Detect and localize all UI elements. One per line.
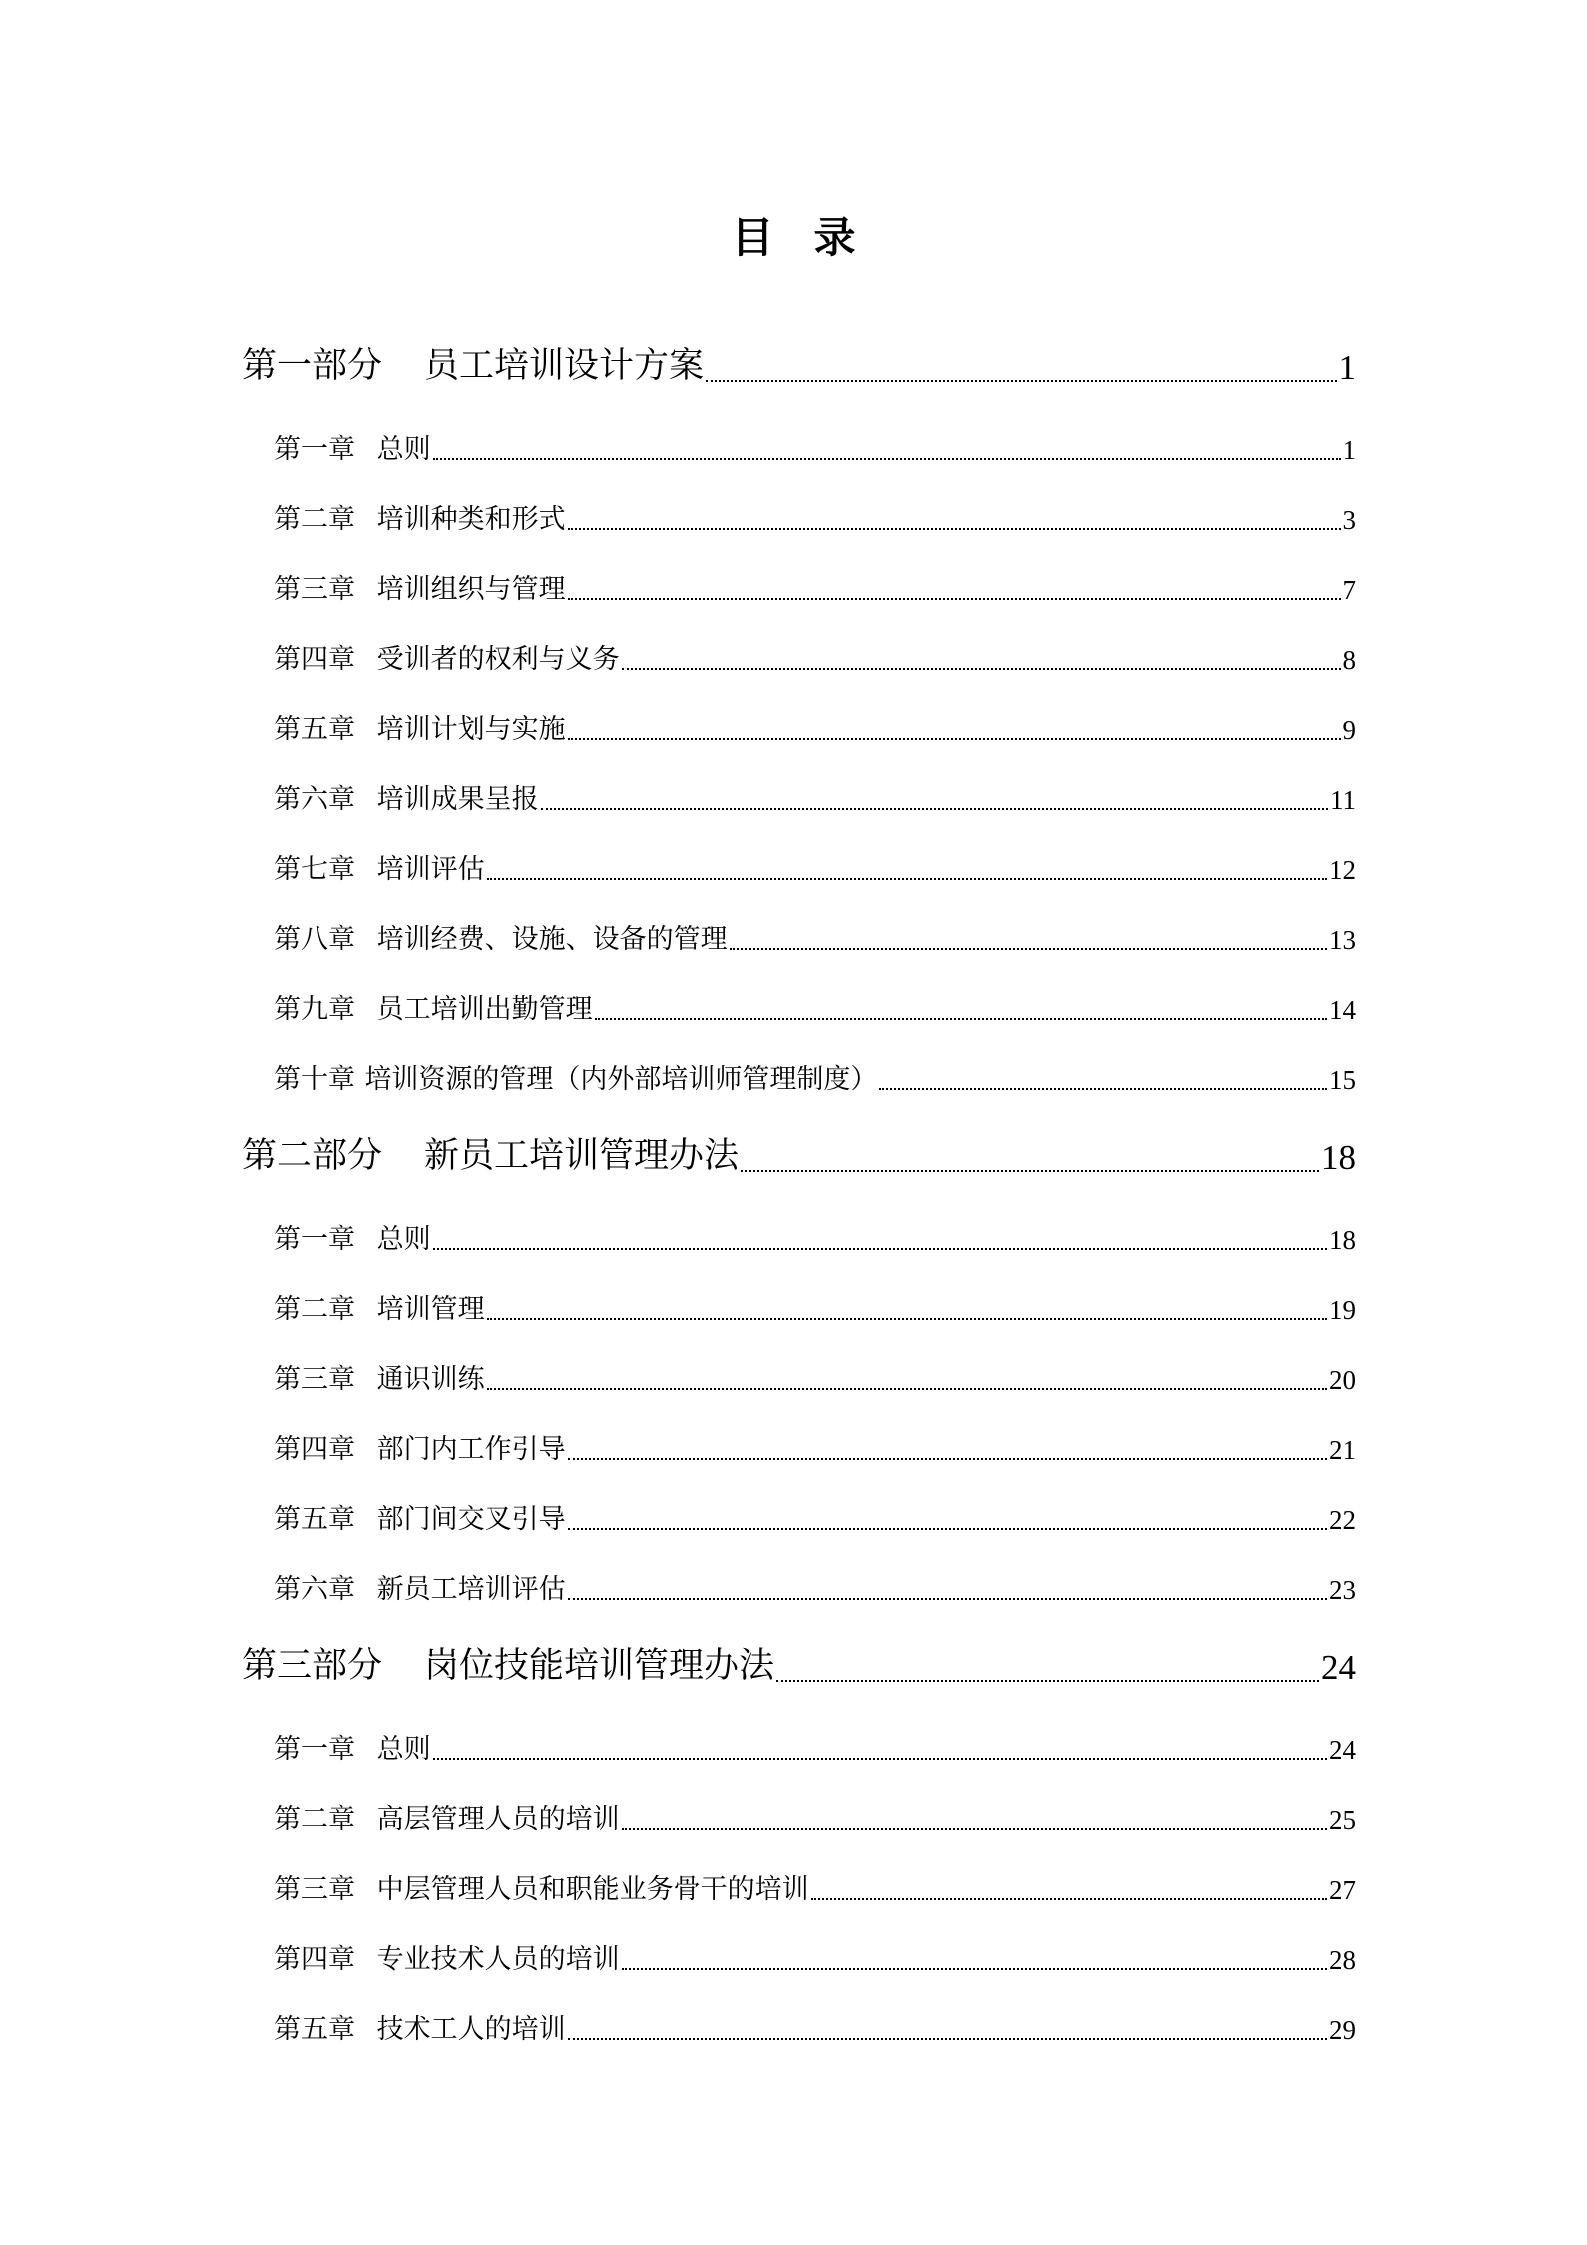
part-title: 岗位技能培训管理办法	[424, 1646, 775, 1685]
page-number: 1	[1342, 435, 1356, 465]
chapter-title: 部门内工作引导	[376, 1434, 566, 1464]
toc-chapter-entry[interactable]	[242, 1044, 1356, 1114]
page-number: 25	[1329, 1805, 1356, 1835]
chapter-label: 第三章	[274, 1364, 355, 1394]
dot-leader	[622, 1968, 1327, 1970]
page-number: 9	[1342, 715, 1356, 745]
page-number: 18	[1329, 1225, 1356, 1255]
chapter-title: 培训管理	[376, 1294, 485, 1324]
toc-chapter-entry[interactable]	[242, 484, 1356, 554]
chapter-title: 培训计划与实施	[376, 714, 566, 744]
toc-chapter-entry[interactable]	[242, 1344, 1356, 1414]
page-number: 24	[1329, 1735, 1356, 1765]
page-number: 12	[1329, 855, 1356, 885]
toc-chapter-entry[interactable]	[242, 974, 1356, 1044]
toc-chapter-entry[interactable]	[242, 764, 1356, 834]
chapter-label: 第六章	[274, 784, 355, 814]
chapter-title: 培训种类和形式	[376, 504, 566, 534]
chapter-label: 第六章	[274, 1574, 355, 1604]
part-label: 第二部分	[242, 1136, 383, 1175]
toc-chapter-entry[interactable]	[242, 1994, 1356, 2064]
page-number: 18	[1321, 1138, 1356, 1177]
toc-part-entry[interactable]	[242, 1124, 1356, 1194]
chapter-title: 部门间交叉引导	[376, 1504, 566, 1534]
chapter-label: 第五章	[274, 1504, 355, 1534]
page-number: 7	[1342, 575, 1356, 605]
dot-leader	[595, 1018, 1327, 1020]
dot-leader	[568, 738, 1341, 740]
chapter-title: 总则	[376, 1224, 431, 1254]
chapter-title: 总则	[376, 1734, 431, 1764]
dot-leader	[568, 598, 1341, 600]
page-number: 13	[1329, 925, 1356, 955]
toc-chapter-entry[interactable]	[242, 834, 1356, 904]
toc-chapter-entry[interactable]	[242, 624, 1356, 694]
chapter-label: 第五章	[274, 714, 355, 744]
page-number: 8	[1342, 645, 1356, 675]
page-number: 23	[1329, 1575, 1356, 1605]
chapter-label: 第十章	[274, 1064, 355, 1094]
dot-leader	[568, 528, 1341, 530]
dot-leader	[622, 668, 1341, 670]
chapter-title: 培训经费、设施、设备的管理	[376, 924, 728, 954]
toc-part-entry[interactable]	[242, 1634, 1356, 1704]
dot-leader	[433, 1758, 1327, 1760]
toc-part-entry[interactable]	[242, 334, 1356, 404]
chapter-title: 培训成果呈报	[376, 784, 539, 814]
toc-chapter-entry[interactable]	[242, 1554, 1356, 1624]
page-number: 21	[1329, 1435, 1356, 1465]
page-number: 28	[1329, 1945, 1356, 1975]
dot-leader	[433, 1248, 1327, 1250]
chapter-label: 第五章	[274, 2014, 355, 2044]
chapter-label: 第四章	[274, 1434, 355, 1464]
chapter-label: 第一章	[274, 1224, 355, 1254]
chapter-title: 技术工人的培训	[376, 2014, 566, 2044]
dot-leader	[741, 1170, 1319, 1172]
dot-leader	[487, 1318, 1327, 1320]
chapter-label: 第二章	[274, 1804, 355, 1834]
toc-chapter-entry[interactable]	[242, 1784, 1356, 1854]
toc-chapter-entry[interactable]	[242, 1274, 1356, 1344]
chapter-label: 第一章	[274, 434, 355, 464]
page-number: 11	[1330, 785, 1356, 815]
toc-chapter-entry[interactable]	[242, 414, 1356, 484]
toc-chapter-entry[interactable]	[242, 554, 1356, 624]
dot-leader	[487, 1388, 1327, 1390]
dot-leader	[568, 1458, 1327, 1460]
toc-chapter-entry[interactable]	[242, 1414, 1356, 1484]
chapter-title: 中层管理人员和职能业务骨干的培训	[376, 1874, 809, 1904]
chapter-title: 培训资源的管理（内外部培训师管理制度）	[364, 1064, 878, 1094]
chapter-label: 第三章	[274, 1874, 355, 1904]
dot-leader	[811, 1898, 1327, 1900]
chapter-label: 第七章	[274, 854, 355, 884]
chapter-title: 高层管理人员的培训	[376, 1804, 620, 1834]
toc-chapter-entry[interactable]	[242, 1484, 1356, 1554]
chapter-title: 专业技术人员的培训	[376, 1944, 620, 1974]
chapter-label: 第二章	[274, 504, 355, 534]
toc-chapter-entry[interactable]	[242, 694, 1356, 764]
chapter-title: 通识训练	[376, 1364, 485, 1394]
toc-chapter-entry[interactable]	[242, 1854, 1356, 1924]
dot-leader	[487, 878, 1327, 880]
dot-leader	[433, 458, 1341, 460]
dot-leader	[622, 1828, 1327, 1830]
part-label: 第一部分	[242, 346, 383, 385]
chapter-label: 第二章	[274, 1294, 355, 1324]
table-of-contents	[242, 334, 1356, 2064]
chapter-title: 培训评估	[376, 854, 485, 884]
chapter-label: 第八章	[274, 924, 355, 954]
dot-leader	[776, 1680, 1319, 1682]
part-title: 员工培训设计方案	[424, 346, 705, 385]
dot-leader	[568, 1528, 1327, 1530]
page-number: 24	[1321, 1648, 1356, 1687]
chapter-label: 第三章	[274, 574, 355, 604]
page-number: 29	[1329, 2015, 1356, 2045]
chapter-title: 受训者的权利与义务	[376, 644, 620, 674]
part-label: 第三部分	[242, 1646, 383, 1685]
chapter-label: 第四章	[274, 1944, 355, 1974]
toc-chapter-entry[interactable]	[242, 1924, 1356, 1994]
page-number: 27	[1329, 1875, 1356, 1905]
toc-chapter-entry[interactable]	[242, 1204, 1356, 1274]
page-number: 19	[1329, 1295, 1356, 1325]
page-number: 1	[1338, 348, 1356, 387]
dot-leader	[879, 1088, 1327, 1090]
page-number: 14	[1329, 995, 1356, 1025]
dot-leader	[541, 808, 1328, 810]
page-number: 15	[1329, 1065, 1356, 1095]
chapter-label: 第九章	[274, 994, 355, 1024]
toc-title: 目录	[731, 216, 896, 262]
dot-leader	[568, 1598, 1327, 1600]
chapter-title: 培训组织与管理	[376, 574, 566, 604]
toc-chapter-entry[interactable]	[242, 904, 1356, 974]
chapter-label: 第一章	[274, 1734, 355, 1764]
toc-chapter-entry[interactable]	[242, 1714, 1356, 1784]
part-title: 新员工培训管理办法	[424, 1136, 740, 1175]
dot-leader	[706, 380, 1336, 382]
chapter-title: 新员工培训评估	[376, 1574, 566, 1604]
chapter-title: 员工培训出勤管理	[376, 994, 593, 1024]
chapter-title: 总则	[376, 434, 431, 464]
dot-leader	[568, 2038, 1327, 2040]
chapter-label: 第四章	[274, 644, 355, 674]
page-number: 3	[1342, 505, 1356, 535]
page-number: 22	[1329, 1505, 1356, 1535]
page-number: 20	[1329, 1365, 1356, 1395]
dot-leader	[730, 948, 1327, 950]
